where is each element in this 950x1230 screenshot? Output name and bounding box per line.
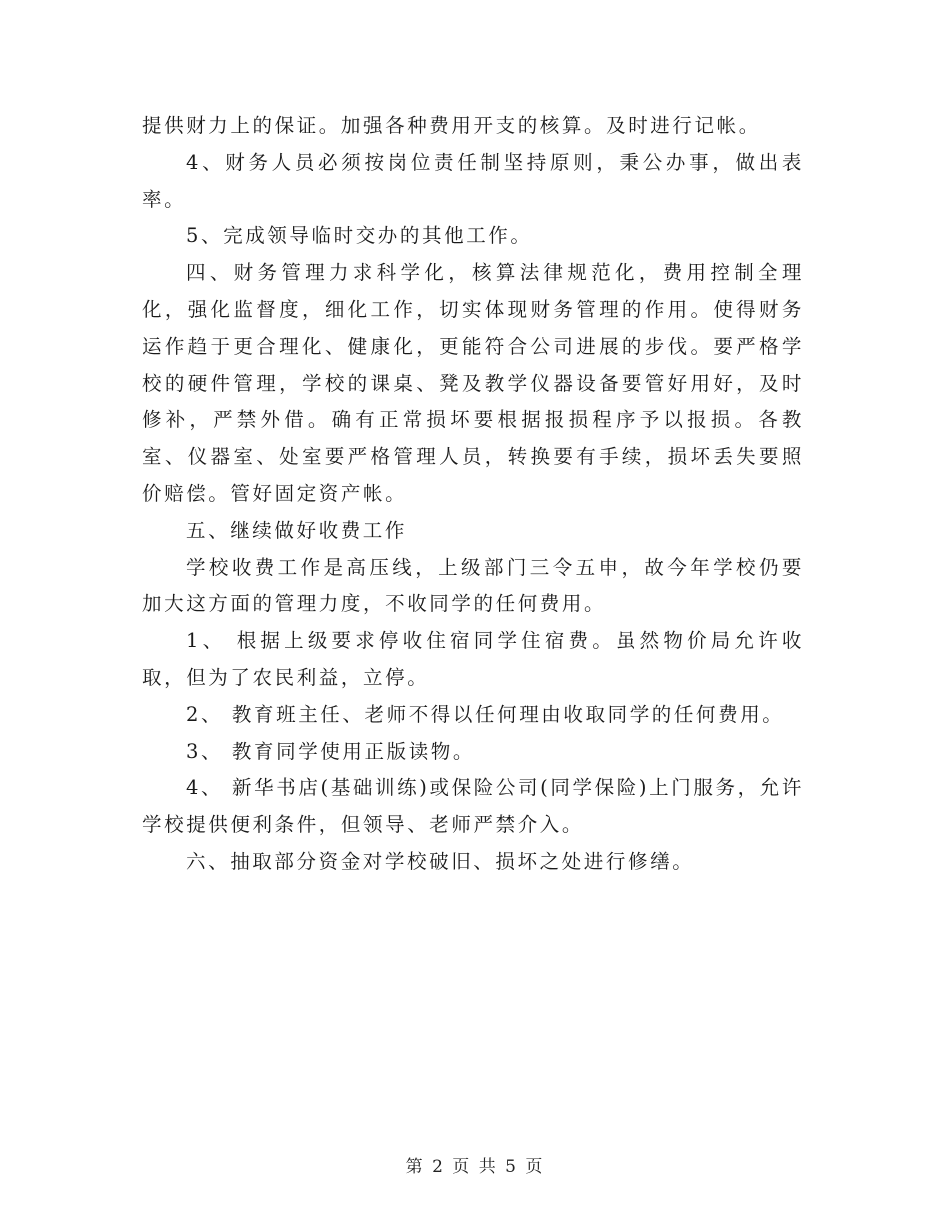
paragraph-section-6: 六、抽取部分资金对学校破旧、损坏之处进行修缮。 — [186, 849, 695, 873]
paragraph-fees-item-2: 2、 教育班主任、老师不得以任何理由收取同学的任何费用。 — [186, 702, 785, 726]
paragraph-fees-item-4: 4、 新华书店(基础训练)或保险公司(同学保险)上门服务，允许学校提供便利条件，但领导、老师严禁介入。 — [142, 776, 804, 837]
paragraph-section-4: 四、财务管理力求科学化，核算法律规范化，费用控制全理化，强化监督度，细化工作，切实体现财务管理的作用。使得财务运作趋于更合理化、健康化，更能符合公司进展的步伐。要严格学校的硬件管理，学校的课桌、凳及教学仪器设备要管好用好，及时修补，严禁外借。确有正常损坏要根据报损程序予以报损。各教室、仪器室、处室要严格管理人员，转换要有手续，损坏丢失要照价赔偿。管好固定资产帐。 — [142, 261, 804, 505]
page-number-footer: 第 2 页 共 5 页 — [405, 1157, 545, 1177]
paragraph-fees-intro: 学校收费工作是高压线，上级部门三令五申，故今年学校仍要加大这方面的管理力度，不收同学的任何费用。 — [142, 555, 804, 616]
document-body — [142, 108, 804, 881]
paragraph-item-5: 5、完成领导临时交办的其他工作。 — [186, 224, 533, 248]
paragraph-fees-item-1: 1、 根据上级要求停收住宿同学住宿费。虽然物价局允许收取，但为了农民利益，立停。 — [142, 629, 804, 689]
paragraph-fees-item-3: 3、 教育同学使用正版读物。 — [186, 739, 476, 763]
paragraph-item-4: 4、财务人员必须按岗位责任制坚持原则，秉公办事，做出表率。 — [142, 150, 804, 211]
section-heading-5: 五、继续做好收费工作 — [186, 518, 408, 542]
paragraph-continuation: 提供财力上的保证。加强各种费用开支的核算。及时进行记帐。 — [142, 114, 761, 137]
